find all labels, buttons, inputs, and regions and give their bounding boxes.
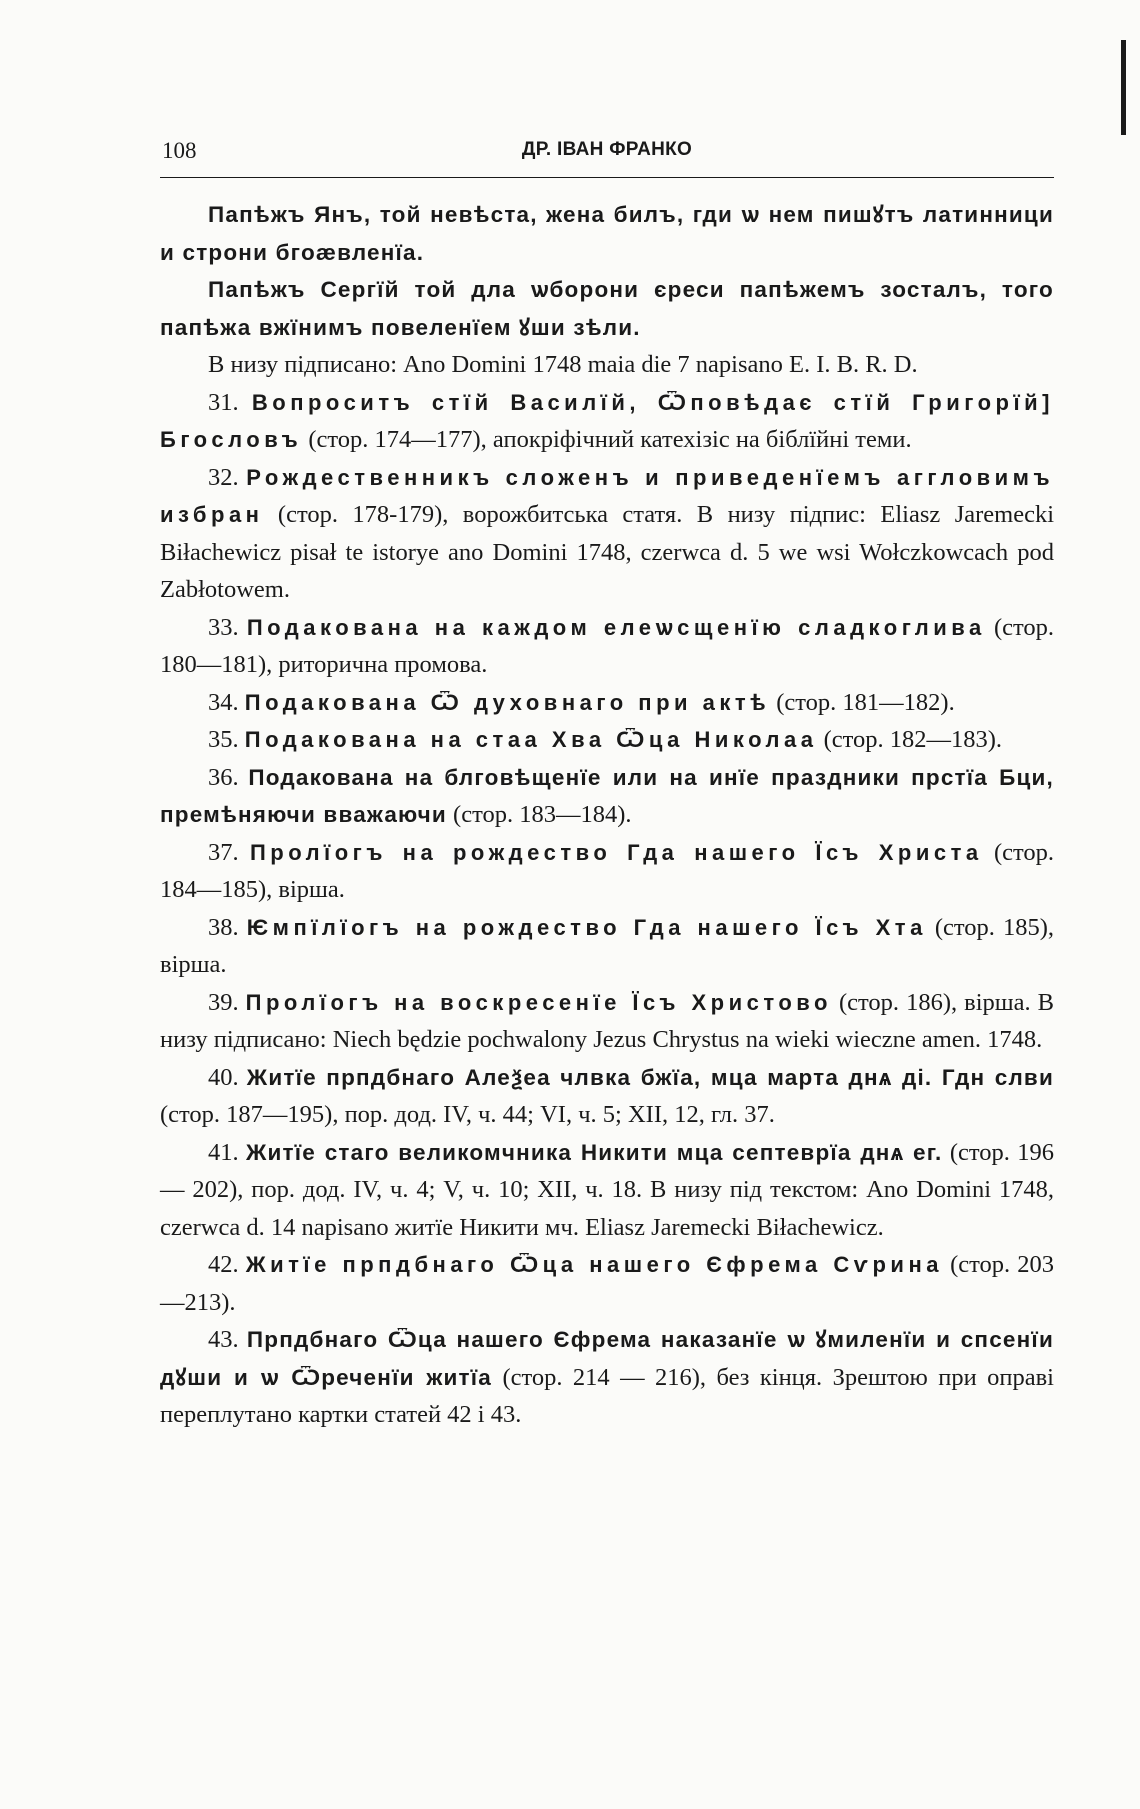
entry-description: (стор. 182—183). (823, 726, 1003, 753)
entry-number: 32. (208, 463, 239, 491)
entry-title: Пролїогъ на воскресенїе Їсъ Христово (245, 989, 832, 1015)
entry-description: (стор. 196 — 202), пор. дод. IV, ч. 4; V, ч. 10; XII, ч. 18. В низу під текстом: Ano Domini 1748, czerwca d. 14 napisano житїе Никити мч. Eliasz Jaremecki Biłachewicz. (160, 1138, 1054, 1241)
header-rule (160, 177, 1054, 178)
body-text (160, 196, 1054, 1434)
entry-title: Рождественникъ сложенъ и приведенїемъ аггловимъ избран (160, 464, 1054, 527)
entry-title: Прпдбнаго Ѿца нашего Єфрема наказанїе ѡ ꙋмиленїи и спсенїи дꙋши и ѡ Ѿреченїи житїа (160, 1327, 1054, 1390)
entry-33 (160, 609, 1054, 684)
entry-number: 43. (208, 1326, 239, 1353)
entry-title: Житїе прпдбнаго Ѿца нашего Єфрема Сѵрина (245, 1252, 943, 1277)
entry-32 (160, 459, 1054, 609)
entry-31 (160, 384, 1054, 459)
entry-description: (стор. 178-179), ворожбитська статя. В низу підпис: Eliasz Jaremecki Biłachewicz pisał te istorye ano Domini 1748, czerwca d. 5 we wsi Wołczkowcach pod Zabłotowem. (160, 501, 1055, 603)
paragraph (160, 196, 1054, 271)
entry-description: (стор. 180—181), риторична промова. (160, 613, 1055, 678)
entry-title: Подакована Ѿ духовнаго при актѣ (244, 689, 771, 715)
entry-number: 34. (208, 688, 239, 716)
entry-title: Подакована на блговѣщенїе или на инїе праздники прстїа Бци, премѣняючи вважаючи (160, 764, 1055, 827)
entry-38 (160, 909, 1054, 984)
entry-37 (160, 834, 1054, 909)
entry-35 (160, 721, 1054, 759)
entry-title: Житїе прпдбнаго Алеѯеа члвка бжїа, мца марта днѧ ді. Гдн слви (246, 1064, 1054, 1090)
page-number: 108 (162, 138, 197, 163)
entry-34 (160, 684, 1054, 722)
entry-number: 38. (208, 913, 239, 941)
entry-number: 39. (208, 988, 239, 1016)
entry-number: 35. (208, 726, 239, 753)
entry-title: Ѥмпїлїогъ на рождество Гда нашего Їсъ Хта (246, 914, 927, 940)
page-edge-mark (1121, 40, 1126, 135)
entry-title: Подакована на каждом елеѡсщенїю сладкоглива (246, 614, 986, 640)
entry-description: (стор. 186), вірша. В низу підписано: Niech będzie pochwalony Jezus Chrystus na wieki wieczne amen. 1748. (160, 988, 1055, 1053)
entry-number: 37. (208, 838, 239, 866)
church-slavonic-text: Папѣжъ Сергїй той дла ѡборони єреси папѣжемъ зосталъ, того папѣжа вжїнимъ повеленїем ꙋши зѣли. (160, 277, 1054, 340)
entry-description: (стор. 214 — 216), без кінця. Зрештою при оправі переплутано картки статей 42 і 43. (160, 1363, 1054, 1428)
entry-number: 36. (208, 763, 239, 791)
paragraph (160, 346, 1054, 384)
entry-description: (стор. 174—177), апокріфічний катехізіс на біблїйні теми. (308, 426, 912, 453)
entry-41 (160, 1134, 1054, 1247)
entry-36 (160, 759, 1054, 834)
page-header (160, 138, 1054, 172)
entry-description: (стор. 187—195), пор. дод. IV, ч. 44; VI, ч. 5; XII, 12, гл. 37. (160, 1101, 775, 1128)
entry-39 (160, 984, 1054, 1059)
paragraph (160, 271, 1054, 346)
running-title: ДР. ІВАН ФРАНКО (521, 139, 693, 160)
paragraph-text: В низу підписано: Ano Domini 1748 maia die 7 napisano E. I. B. R. D. (208, 351, 918, 378)
entry-number: 40. (208, 1063, 239, 1091)
entry-description: (стор. 203—213). (160, 1251, 1055, 1316)
entry-number: 42. (208, 1251, 239, 1278)
entry-42 (160, 1246, 1054, 1321)
entry-title: Пролїогъ на рождество Гда нашего Їсъ Христа (249, 839, 983, 865)
entry-40 (160, 1059, 1054, 1134)
entry-description: (стор. 183—184). (453, 801, 632, 828)
entry-description: (стор. 184—185), вірша. (160, 838, 1054, 903)
entry-number: 41. (208, 1138, 239, 1166)
entry-description: (стор. 185), вірша. (160, 913, 1055, 978)
church-slavonic-text: Папѣжъ Янъ, той невѣста, жена билъ, гди ѡ нем пишꙋтъ латинници и строни бгоӕвленїа. (160, 202, 1054, 265)
entry-description: (стор. 181—182). (776, 688, 955, 716)
entry-43 (160, 1321, 1054, 1434)
entry-number: 33. (208, 613, 239, 641)
entry-title: Подакована на стаа Хва Ѿца Николаа (244, 727, 818, 752)
entry-title: Житїе стаго великомчника Никити мца септеврїа днѧ ег. (245, 1139, 943, 1165)
entry-number: 31. (208, 388, 239, 416)
entry-title: Вопроситъ стїй Василїй, Ѿповѣдає стїй Григорїй] Бгословъ (160, 389, 1055, 452)
